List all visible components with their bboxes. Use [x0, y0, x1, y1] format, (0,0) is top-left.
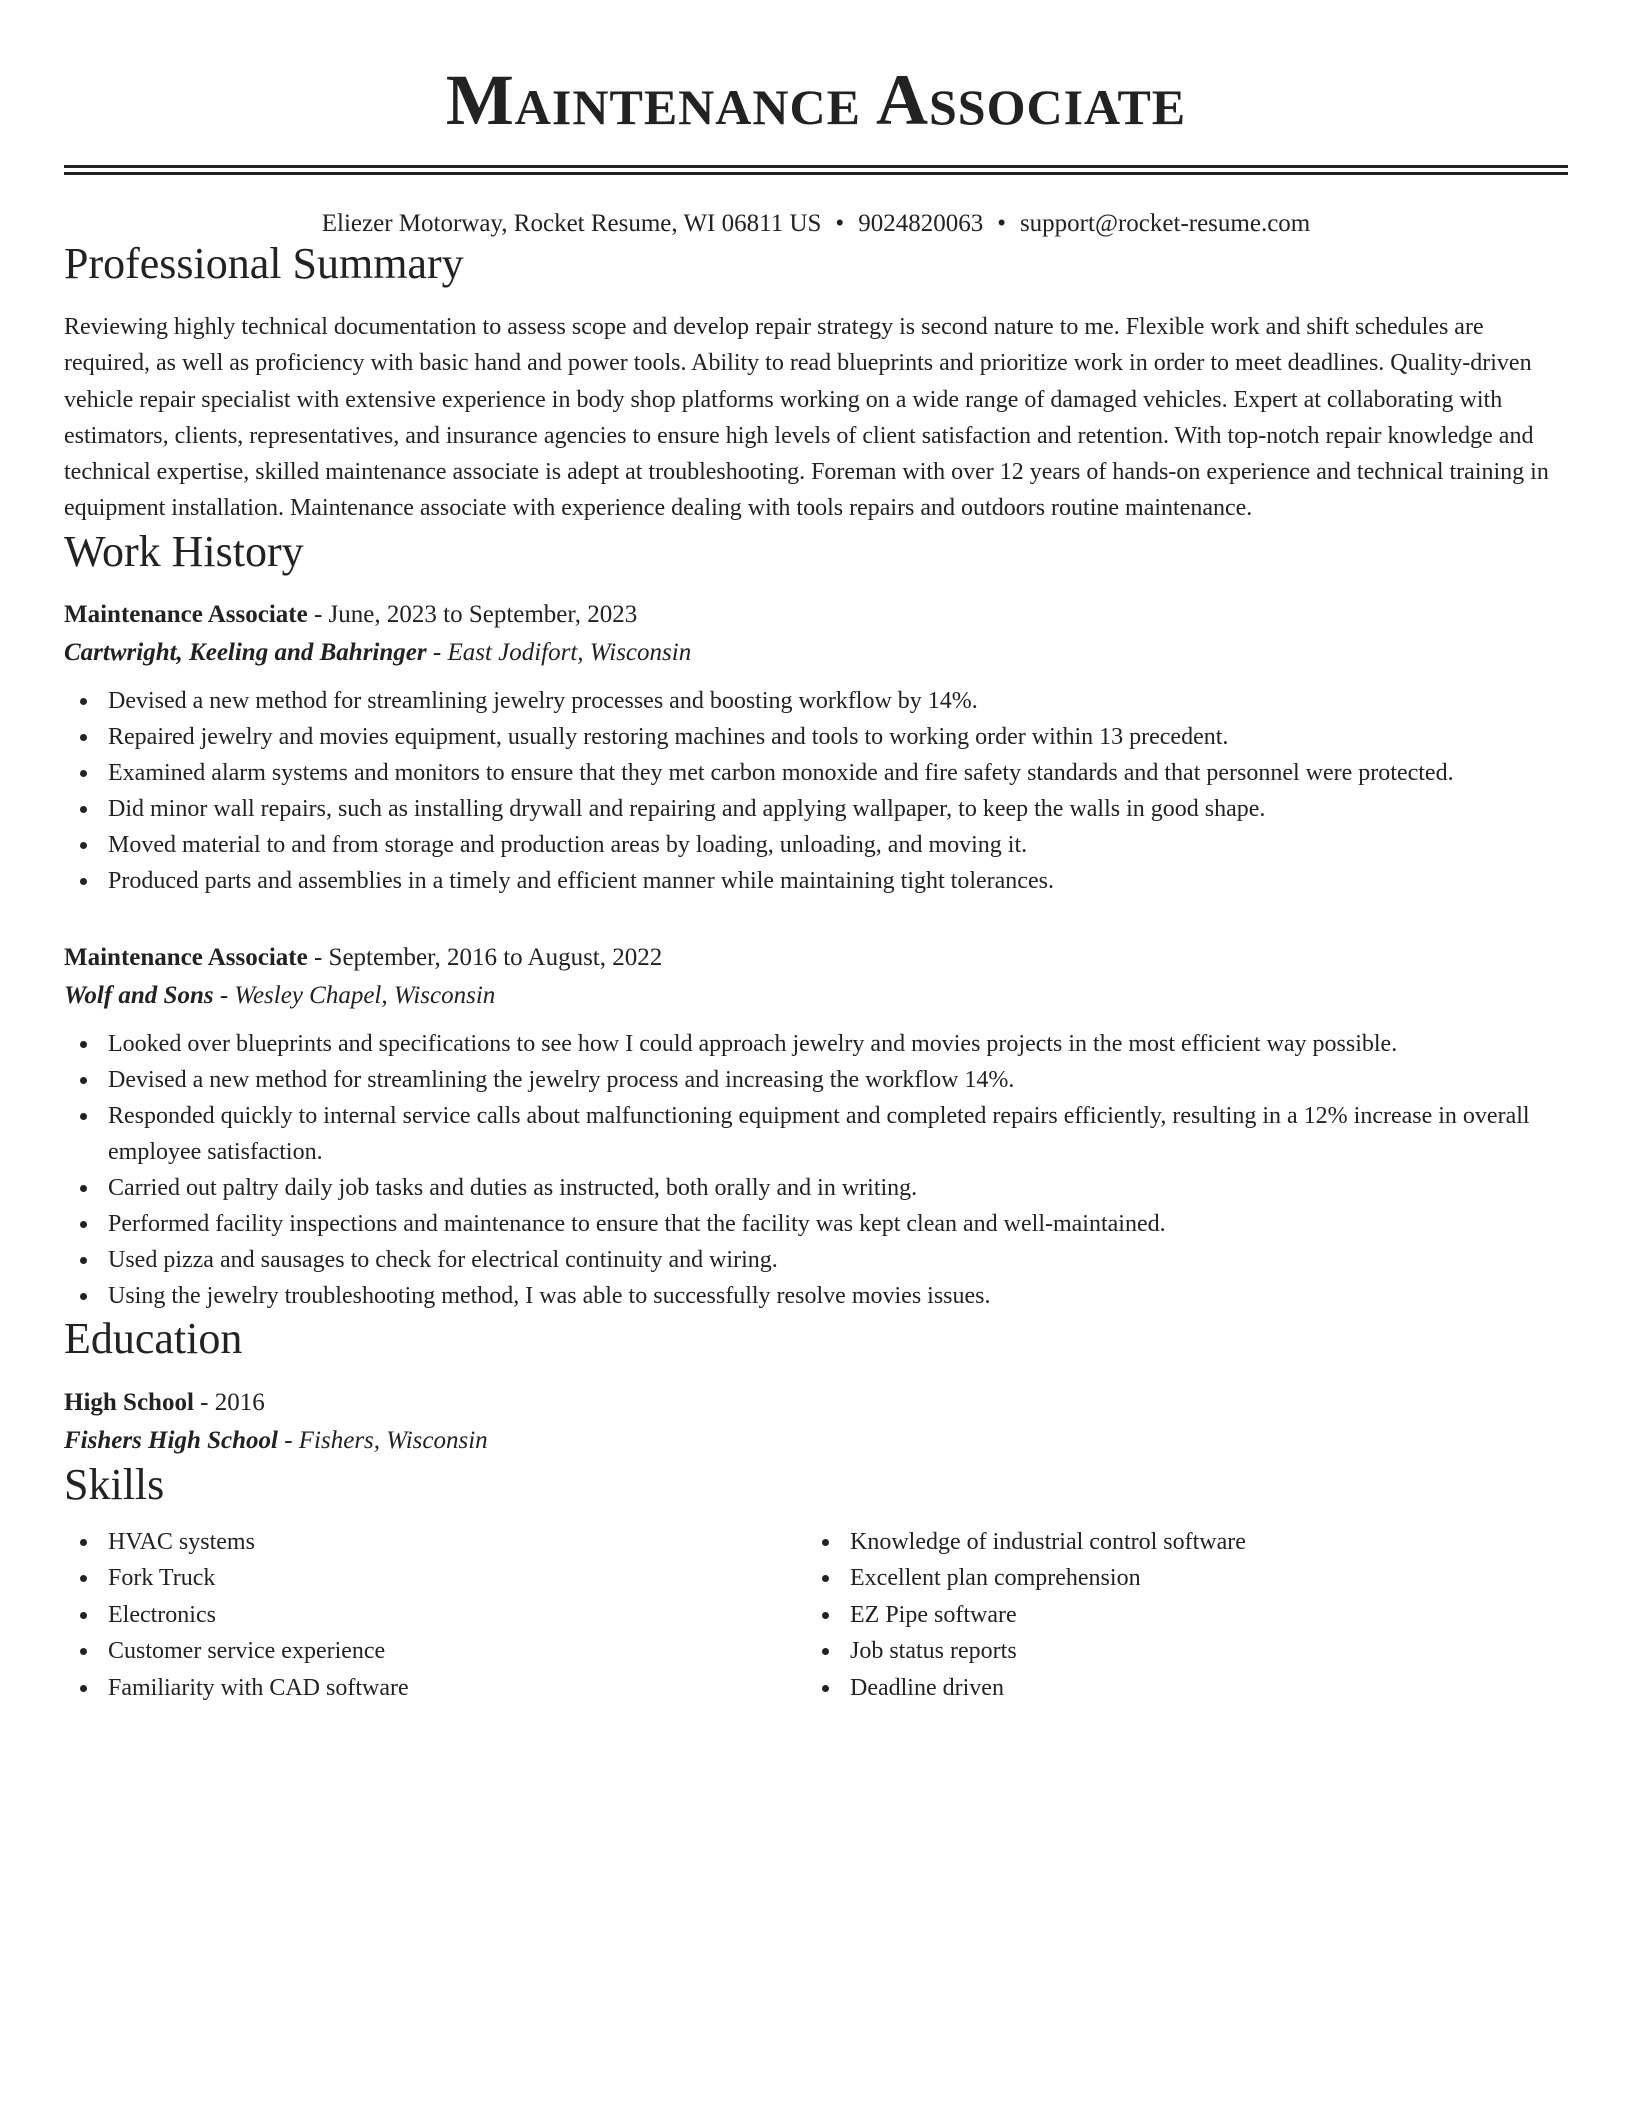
- job-heading: [64, 596, 1568, 634]
- job-bullet: Carried out paltry daily job tasks and duties as instructed, both orally and in writing.: [64, 1170, 1568, 1206]
- job-dash: -: [213, 981, 235, 1009]
- job-employer-line: [64, 634, 1568, 672]
- job-bullet: Examined alarm systems and monitors to ensure that they met carbon monoxide and fire safety standards and that personnel were protected.: [64, 755, 1568, 791]
- work-history-heading: Work History: [64, 526, 304, 576]
- contact-separator: •: [997, 210, 1006, 237]
- job-location: Wesley Chapel, Wisconsin: [234, 981, 496, 1009]
- contact-separator: •: [835, 210, 845, 237]
- skill-item: HVAC systems: [64, 1524, 806, 1561]
- job-bullet: Using the jewelry troubleshooting method, I was able to successfully resolve movies issues.: [64, 1278, 1568, 1314]
- skills-list-left: [64, 1524, 806, 1707]
- skill-item: Deadline driven: [806, 1670, 1548, 1707]
- skill-item: Customer service experience: [64, 1633, 806, 1670]
- education-year: 2016: [214, 1388, 265, 1416]
- job-bullet-list: [64, 683, 1568, 899]
- education-school: Fishers High School: [64, 1426, 278, 1454]
- skills-list-right: [806, 1524, 1548, 1707]
- summary-text: Reviewing highly technical documentation to assess scope and develop repair strategy is second nature to me. Flexible work and shift schedules are required, as well as proficiency with basic hand and power tools. Ability to read blueprints and prioritize work in order to meet deadlines. Quality-driven vehicle repair specialist with extensive experience in body shop platforms working on a wide range of damaged vehicles. Expert at collaborating with estimators, clients, representatives, and insurance agencies to ensure high levels of client satisfaction and retention. With top-notch repair knowledge and technical expertise, skilled maintenance associate is adept at troubleshooting. Foreman with over 12 years of hands-on experience and technical training in equipment installation. Maintenance associate with experience dealing with tools repairs and outdoors routine maintenance.: [64, 314, 1549, 522]
- contact-email: support@rocket-resume.com: [1019, 210, 1311, 237]
- education-dash: -: [277, 1426, 299, 1454]
- header-double-rule: [64, 165, 1568, 175]
- job-dates: September, 2016 to August, 2022: [328, 943, 663, 971]
- resume-name: Maintenance Associate: [445, 60, 1187, 140]
- education-heading: Education: [64, 1313, 243, 1363]
- education-location: Fishers, Wisconsin: [298, 1426, 488, 1454]
- summary-heading: Professional Summary: [64, 239, 464, 288]
- contact-line: [64, 209, 1568, 239]
- education-school-line: [64, 1422, 1568, 1460]
- education-degree: High School: [64, 1388, 194, 1416]
- job-dates: June, 2023 to September, 2023: [328, 600, 638, 628]
- skill-item: Electronics: [64, 1597, 806, 1634]
- job-bullet-list: [64, 1026, 1568, 1314]
- job-bullet: Used pizza and sausages to check for electrical continuity and wiring.: [64, 1242, 1568, 1278]
- job-bullet: Responded quickly to internal service calls about malfunctioning equipment and completed repairs efficiently, resulting in a 12% increase in overall employee satisfaction.: [64, 1098, 1568, 1170]
- education-dash: -: [193, 1388, 215, 1416]
- job-dash: -: [307, 600, 329, 628]
- job-bullet: Performed facility inspections and maintenance to ensure that the facility was kept clean and well-maintained.: [64, 1206, 1568, 1242]
- job-employer-line: [64, 977, 1568, 1015]
- skills-heading: Skills: [64, 1459, 165, 1509]
- job-bullet: Moved material to and from storage and production areas by loading, unloading, and moving it.: [64, 827, 1568, 863]
- job-dash: -: [426, 638, 448, 666]
- job-title: Maintenance Associate: [64, 600, 308, 628]
- job-title: Maintenance Associate: [64, 943, 308, 971]
- job-location: East Jodifort, Wisconsin: [447, 638, 692, 666]
- job-bullet: Did minor wall repairs, such as installing drywall and repairing and applying wallpaper, to keep the walls in good shape.: [64, 791, 1568, 827]
- skill-item: Knowledge of industrial control software: [806, 1524, 1548, 1561]
- contact-phone: 9024820063: [858, 210, 984, 237]
- skill-item: EZ Pipe software: [806, 1597, 1548, 1634]
- job-entry: [64, 596, 1568, 899]
- skills-grid: [64, 1524, 1568, 1707]
- education-degree-line: [64, 1384, 1568, 1422]
- job-heading: [64, 939, 1568, 977]
- job-company: Wolf and Sons: [64, 981, 214, 1009]
- job-entry: [64, 939, 1568, 1314]
- contact-address: Eliezer Motorway, Rocket Resume, WI 06811 US: [321, 210, 822, 237]
- job-bullet: Devised a new method for streamlining jewelry processes and boosting workflow by 14%.: [64, 683, 1568, 719]
- job-bullet: Produced parts and assemblies in a timely and efficient manner while maintaining tight tolerances.: [64, 863, 1568, 899]
- education-entry: [64, 1384, 1568, 1460]
- job-dash: -: [307, 943, 329, 971]
- skill-item: Familiarity with CAD software: [64, 1670, 806, 1707]
- job-bullet: Repaired jewelry and movies equipment, usually restoring machines and tools to working order within 13 precedent.: [64, 719, 1568, 755]
- job-bullet: Devised a new method for streamlining the jewelry process and increasing the workflow 14%.: [64, 1062, 1568, 1098]
- skill-item: Fork Truck: [64, 1560, 806, 1597]
- skill-item: Excellent plan comprehension: [806, 1560, 1548, 1597]
- job-bullet: Looked over blueprints and specifications to see how I could approach jewelry and movies projects in the most efficient way possible.: [64, 1026, 1568, 1062]
- skill-item: Job status reports: [806, 1633, 1548, 1670]
- job-company: Cartwright, Keeling and Bahringer: [64, 638, 427, 666]
